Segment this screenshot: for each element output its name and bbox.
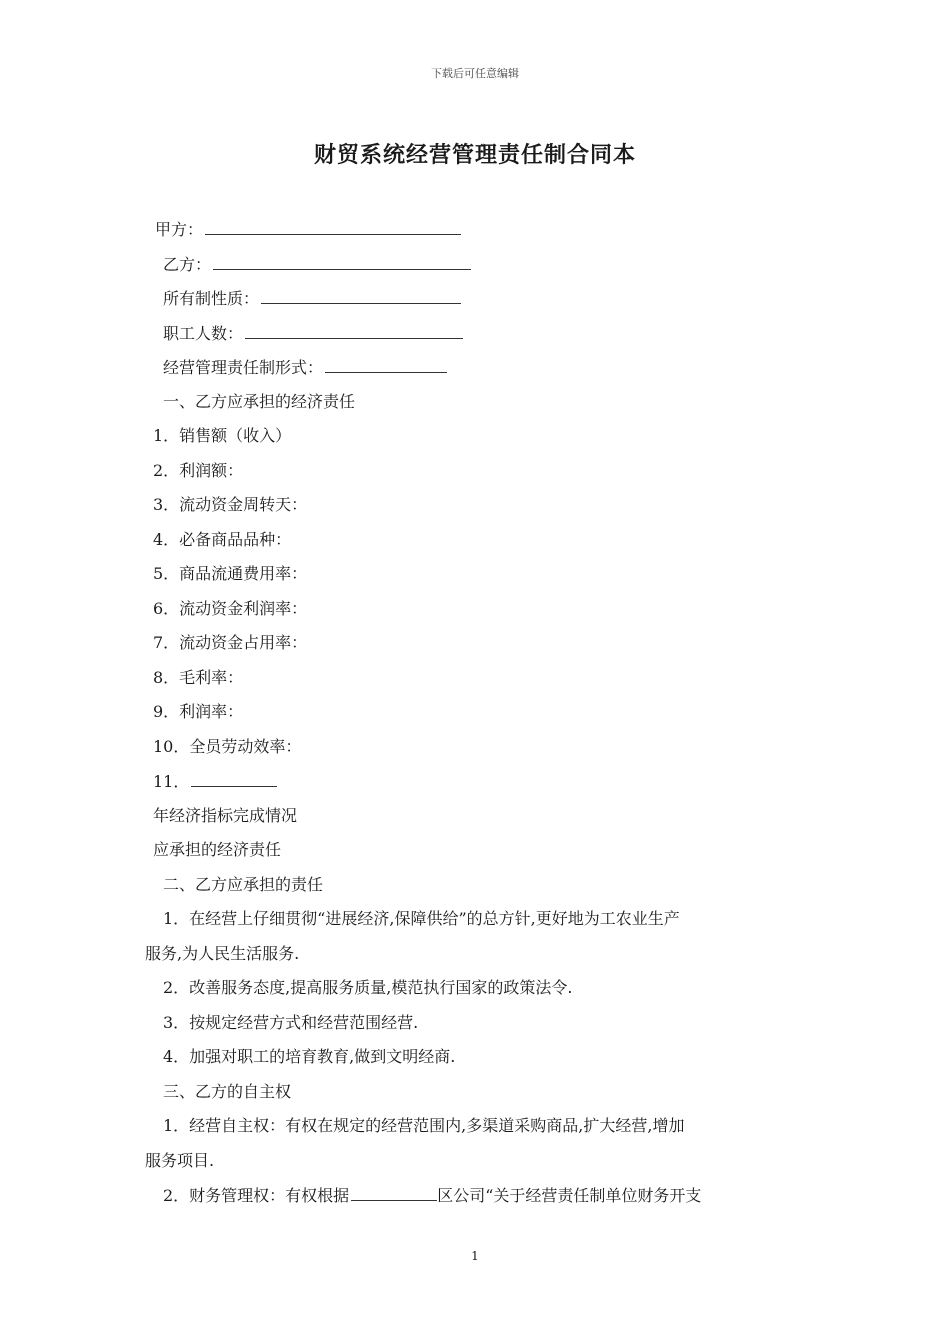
section2-paragraph-1-line-1: 1．在经营上仔细贯彻“进展经济,保障供给”的总方针,更好地为工农业生产 — [163, 909, 680, 928]
staff-count-blank — [245, 322, 463, 339]
page-header-note: 下载后可任意编辑 — [431, 67, 519, 80]
form-label: 经营管理责任制形式： — [163, 358, 324, 377]
section3-paragraph-1-line-1: 1．经营自主权：有权在规定的经营范围内,多渠道采购商品,扩大经营,增加 — [163, 1116, 685, 1135]
staff-count-label: 职工人数： — [163, 324, 244, 343]
ownership-label: 所有制性质： — [163, 289, 260, 308]
section1-note-responsibility: 应承担的经济责任 — [153, 840, 282, 859]
section2-paragraph-4: 4．加强对职工的培育教育,做到文明经商. — [163, 1047, 456, 1066]
form-blank — [325, 356, 447, 373]
section2-heading: 二、乙方应承担的责任 — [163, 875, 324, 894]
party-b-blank — [213, 253, 471, 270]
list-item: 9．利润率： — [153, 702, 244, 721]
section3-paragraph-2-prefix: 2．财务管理权：有权根据 — [163, 1186, 350, 1205]
section1-heading: 一、乙方应承担的经济责任 — [163, 392, 356, 411]
list-item: 10．全员劳动效率： — [153, 737, 302, 756]
section2-paragraph-2: 2．改善服务态度,提高服务质量,模范执行国家的政策法令. — [163, 978, 573, 997]
list-item: 8．毛利率： — [153, 668, 244, 687]
list-item: 1．销售额（收入） — [153, 426, 292, 445]
list-item: 6．流动资金利润率： — [153, 599, 308, 618]
company-blank — [351, 1184, 437, 1201]
list-item: 2．利润额： — [153, 461, 244, 480]
party-a-blank — [205, 218, 461, 235]
list-item: 4．必备商品品种： — [153, 530, 292, 549]
page-number: 1 — [471, 1249, 479, 1263]
party-b-label: 乙方： — [163, 255, 212, 274]
staff-count-field — [163, 322, 463, 345]
section2-paragraph-1-line-2: 服务,为人民生活服务. — [145, 944, 300, 963]
party-a-label: 甲方： — [155, 220, 204, 239]
section2-paragraph-3: 3．按规定经营方式和经营范围经营. — [163, 1013, 419, 1032]
ownership-field — [163, 287, 461, 310]
section3-paragraph-1-line-2: 服务项目. — [145, 1151, 215, 1170]
list-item: 3．流动资金周转天： — [153, 495, 308, 514]
section3-paragraph-2 — [163, 1184, 701, 1207]
list-item: 5．商品流通费用率： — [153, 564, 308, 583]
section3-heading: 三、乙方的自主权 — [163, 1082, 292, 1101]
form-field — [163, 356, 447, 379]
list-item: 7．流动资金占用率： — [153, 633, 308, 652]
party-b-field — [163, 253, 471, 276]
party-a-field — [155, 218, 461, 241]
list-item-11 — [153, 770, 277, 793]
ownership-blank — [261, 287, 461, 304]
section3-paragraph-2-suffix: 区公司“关于经营责任制单位财务开支 — [437, 1186, 702, 1205]
section1-note-completion: 年经济指标完成情况 — [153, 806, 298, 825]
document-title: 财贸系统经营管理责任制合同本 — [313, 143, 636, 168]
list-item-11-label: 11． — [153, 772, 190, 791]
list-item-11-blank — [191, 770, 277, 787]
